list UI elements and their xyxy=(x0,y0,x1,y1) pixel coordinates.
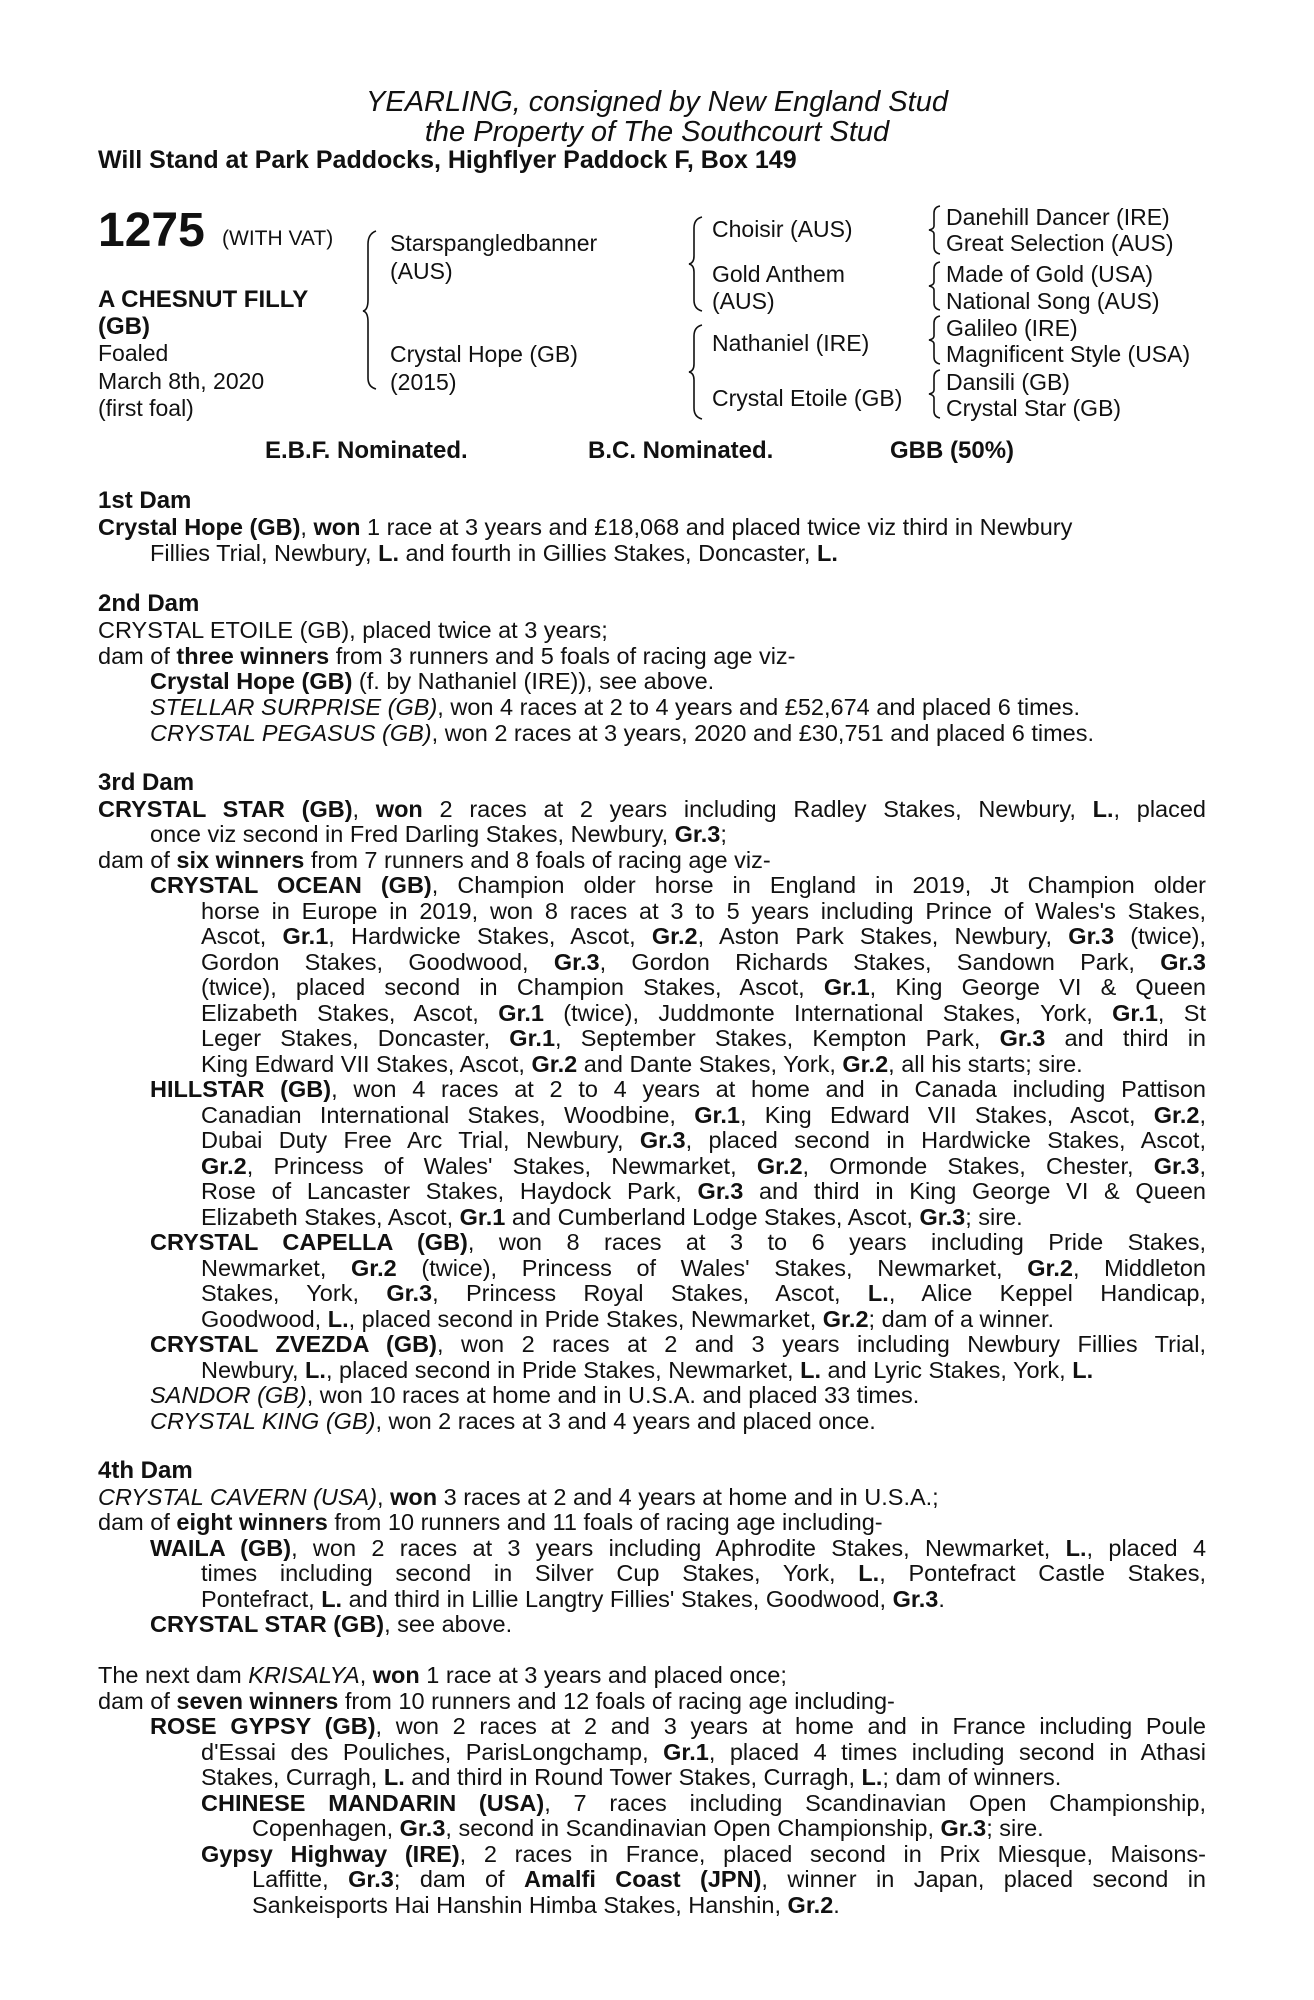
pedigree-g-brace-3 xyxy=(928,315,942,365)
progeny-entry: WAILA (GB), won 2 races at 3 years including Aphrodite Stakes, Newmarket, L., placed 4 xyxy=(150,1535,1207,1561)
granddam-line-5: Galileo (IRE) xyxy=(946,315,1078,341)
lot-title-origin: (GB) xyxy=(98,313,150,340)
sire-name: Starspangledbanner xyxy=(390,230,598,256)
progeny-entry: CRYSTAL PEGASUS (GB), won 2 races at 3 years, 2020 and £30,751 and placed 6 times. xyxy=(150,720,1094,746)
dam-sire: Nathaniel (IRE) xyxy=(712,330,870,356)
progeny-entry: SANDOR (GB), won 10 races at home and in U.S.A. and placed 33 times. xyxy=(150,1382,920,1408)
progeny-entry: Gordon Stakes, Goodwood, Gr.3, Gordon Richards Stakes, Sandown Park, Gr.3 xyxy=(201,949,1206,975)
fourth-dam-line: CRYSTAL CAVERN (USA), won 3 races at 2 and 4 years at home and in U.S.A.; xyxy=(98,1484,939,1510)
consignor-line: YEARLING, consigned by New England Stud xyxy=(366,86,948,118)
second-dam-heading: 2nd Dam xyxy=(98,590,200,617)
progeny-entry: ROSE GYPSY (GB), won 2 races at 2 and 3 years at home and in France including Poule xyxy=(150,1713,1206,1739)
first-dam-line: Fillies Trial, Newbury, L. and fourth in Gillies Stakes, Doncaster, L. xyxy=(150,540,838,566)
stabling-line: Will Stand at Park Paddocks, Highflyer Paddock F, Box 149 xyxy=(98,146,797,174)
sire-dam-origin: (AUS) xyxy=(712,288,775,314)
dam-year: (2015) xyxy=(390,369,457,395)
third-dam-line: dam of six winners from 7 runners and 8 foals of racing age viz- xyxy=(98,847,771,873)
next-dam-line: The next dam KRISALYA, won 1 race at 3 years and placed once; xyxy=(98,1662,787,1688)
sire-sire: Choisir (AUS) xyxy=(712,216,853,242)
progeny-entry: Stakes, Curragh, L. and third in Round Tower Stakes, Curragh, L.; dam of winners. xyxy=(201,1764,1062,1790)
ebf-nomination: E.B.F. Nominated. xyxy=(265,437,468,464)
granddam-line-3: Made of Gold (USA) xyxy=(946,261,1154,287)
progeny-entry: CRYSTAL ZVEZDA (GB), won 2 races at 2 and 3 years including Newbury Fillies Trial, xyxy=(150,1331,1206,1357)
pedigree-sire-brace xyxy=(688,216,706,312)
progeny-entry: Stakes, York, Gr.3, Princess Royal Stakes, Ascot, L., Alice Keppel Handicap, xyxy=(201,1280,1207,1306)
third-dam-heading: 3rd Dam xyxy=(98,769,195,796)
progeny-entry: King Edward VII Stakes, Ascot, Gr.2 and Dante Stakes, York, Gr.2, all his starts; sire. xyxy=(201,1051,1083,1077)
third-dam-line: once viz second in Fred Darling Stakes, Newbury, Gr.3; xyxy=(150,821,727,847)
fourth-dam-heading: 4th Dam xyxy=(98,1457,193,1484)
progeny-entry: times including second in Silver Cup Stakes, York, L., Pontefract Castle Stakes, xyxy=(201,1560,1206,1586)
progeny-entry: Dubai Duty Free Arc Trial, Newbury, Gr.3, placed second in Hardwicke Stakes, Ascot, xyxy=(201,1127,1206,1153)
dam-name: Crystal Hope (GB) xyxy=(390,341,578,367)
first-dam-heading: 1st Dam xyxy=(98,487,192,514)
progeny-entry: STELLAR SURPRISE (GB), won 4 races at 2 to 4 years and £52,674 and placed 6 times. xyxy=(150,694,1081,720)
property-line: the Property of The Southcourt Stud xyxy=(424,116,890,148)
granddam-line-7: Dansili (GB) xyxy=(946,369,1070,395)
second-dam-line: dam of three winners from 3 runners and 5 foals of racing age viz- xyxy=(98,643,796,669)
progeny-entry: CRYSTAL KING (GB), won 2 races at 3 and 4 years and placed once. xyxy=(150,1408,876,1434)
fourth-dam-line: dam of eight winners from 10 runners and 11 foals of racing age including- xyxy=(98,1509,883,1535)
foaled-label: Foaled xyxy=(98,340,169,366)
lot-vat-note: (WITH VAT) xyxy=(222,227,334,250)
first-dam-line: Crystal Hope (GB), won 1 race at 3 years and £18,068 and placed twice viz third in Newbury xyxy=(98,514,1073,540)
dam-dam: Crystal Etoile (GB) xyxy=(712,385,903,411)
lot-number: 1275 xyxy=(98,204,205,257)
progeny-entry: Laffitte, Gr.3; dam of Amalfi Coast (JPN), winner in Japan, placed second in xyxy=(252,1866,1206,1892)
progeny-entry: Pontefract, L. and third in Lillie Langtry Fillies' Stakes, Goodwood, Gr.3. xyxy=(201,1586,945,1612)
foaled-date: March 8th, 2020 xyxy=(98,368,265,394)
progeny-entry: CHINESE MANDARIN (USA), 7 races including Scandinavian Open Championship, xyxy=(201,1790,1206,1816)
progeny-entry: CRYSTAL OCEAN (GB), Champion older horse in England in 2019, Jt Champion older xyxy=(150,872,1206,898)
progeny-entry: CRYSTAL STAR (GB), see above. xyxy=(150,1611,513,1637)
progeny-entry: Newbury, L., placed second in Pride Stakes, Newmarket, L. and Lyric Stakes, York, L. xyxy=(201,1357,1094,1383)
progeny-entry: Gr.2, Princess of Wales' Stakes, Newmarket, Gr.2, Ormonde Stakes, Chester, Gr.3, xyxy=(201,1153,1206,1179)
second-dam-line: CRYSTAL ETOILE (GB), placed twice at 3 years; xyxy=(98,617,608,643)
progeny-entry: Sankeisports Hai Hanshin Himba Stakes, Hanshin, Gr.2. xyxy=(252,1892,840,1918)
progeny-entry: CRYSTAL CAPELLA (GB), won 8 races at 3 to 6 years including Pride Stakes, xyxy=(150,1229,1206,1255)
pedigree-g-brace-4 xyxy=(928,369,942,419)
first-dam-name: Crystal Hope (GB) xyxy=(98,514,301,540)
third-dam-line: CRYSTAL STAR (GB), won 2 races at 2 years including Radley Stakes, Newbury, L., placed xyxy=(98,796,1206,822)
next-dam-line: dam of seven winners from 10 runners and 12 foals of racing age including- xyxy=(98,1688,895,1714)
sire-origin: (AUS) xyxy=(390,258,453,284)
granddam-line-8: Crystal Star (GB) xyxy=(946,395,1122,421)
pedigree-main-brace xyxy=(362,230,382,390)
progeny-entry: Copenhagen, Gr.3, second in Scandinavian Open Championship, Gr.3; sire. xyxy=(252,1815,1044,1841)
progeny-entry: Canadian International Stakes, Woodbine, Gr.1, King Edward VII Stakes, Ascot, Gr.2, xyxy=(201,1102,1206,1128)
granddam-line-6: Magnificent Style (USA) xyxy=(946,341,1191,367)
granddam-line-4: National Song (AUS) xyxy=(946,288,1160,314)
progeny-entry: Goodwood, L., placed second in Pride Stakes, Newmarket, Gr.2; dam of a winner. xyxy=(201,1306,1055,1332)
first-dam-won: won xyxy=(313,514,361,540)
progeny-entry: Elizabeth Stakes, Ascot, Gr.1 (twice), Juddmonte International Stakes, York, Gr.1, St xyxy=(201,1000,1206,1026)
granddam-line-1: Danehill Dancer (IRE) xyxy=(946,204,1170,230)
pedigree-g-brace-1 xyxy=(928,205,942,255)
progeny-entry: Crystal Hope (GB) (f. by Nathaniel (IRE)), see above. xyxy=(150,668,715,694)
progeny-entry: Rose of Lancaster Stakes, Haydock Park, Gr.3 and third in King George VI & Queen xyxy=(201,1178,1206,1204)
progeny-entry: HILLSTAR (GB), won 4 races at 2 to 4 years at home and in Canada including Pattison xyxy=(150,1076,1206,1102)
pedigree-dam-brace xyxy=(688,324,706,420)
granddam-line-2: Great Selection (AUS) xyxy=(946,230,1174,256)
progeny-entry: Leger Stakes, Doncaster, Gr.1, September Stakes, Kempton Park, Gr.3 and third in xyxy=(201,1025,1206,1051)
progeny-entry: horse in Europe in 2019, won 8 races at 3 to 5 years including Prince of Wales's Stakes, xyxy=(201,898,1206,924)
progeny-entry: Ascot, Gr.1, Hardwicke Stakes, Ascot, Gr.2, Aston Park Stakes, Newbury, Gr.3 (twice), xyxy=(201,923,1206,949)
sire-dam-name: Gold Anthem xyxy=(712,261,845,287)
progeny-entry: d'Essai des Pouliches, ParisLongchamp, Gr.1, placed 4 times including second in Athasi xyxy=(201,1739,1206,1765)
foal-note: (first foal) xyxy=(98,395,194,421)
bc-nomination: B.C. Nominated. xyxy=(588,437,774,464)
pedigree-g-brace-2 xyxy=(928,261,942,311)
gbb-premium: GBB (50%) xyxy=(890,437,1015,464)
lot-title: A CHESNUT FILLY xyxy=(98,286,309,313)
progeny-entry: Gypsy Highway (IRE), 2 races in France, placed second in Prix Miesque, Maisons- xyxy=(201,1841,1206,1867)
progeny-entry: (twice), placed second in Champion Stakes, Ascot, Gr.1, King George VI & Queen xyxy=(201,974,1206,1000)
progeny-entry: Elizabeth Stakes, Ascot, Gr.1 and Cumberland Lodge Stakes, Ascot, Gr.3; sire. xyxy=(201,1204,1023,1230)
progeny-entry: Newmarket, Gr.2 (twice), Princess of Wales' Stakes, Newmarket, Gr.2, Middleton xyxy=(201,1255,1207,1281)
